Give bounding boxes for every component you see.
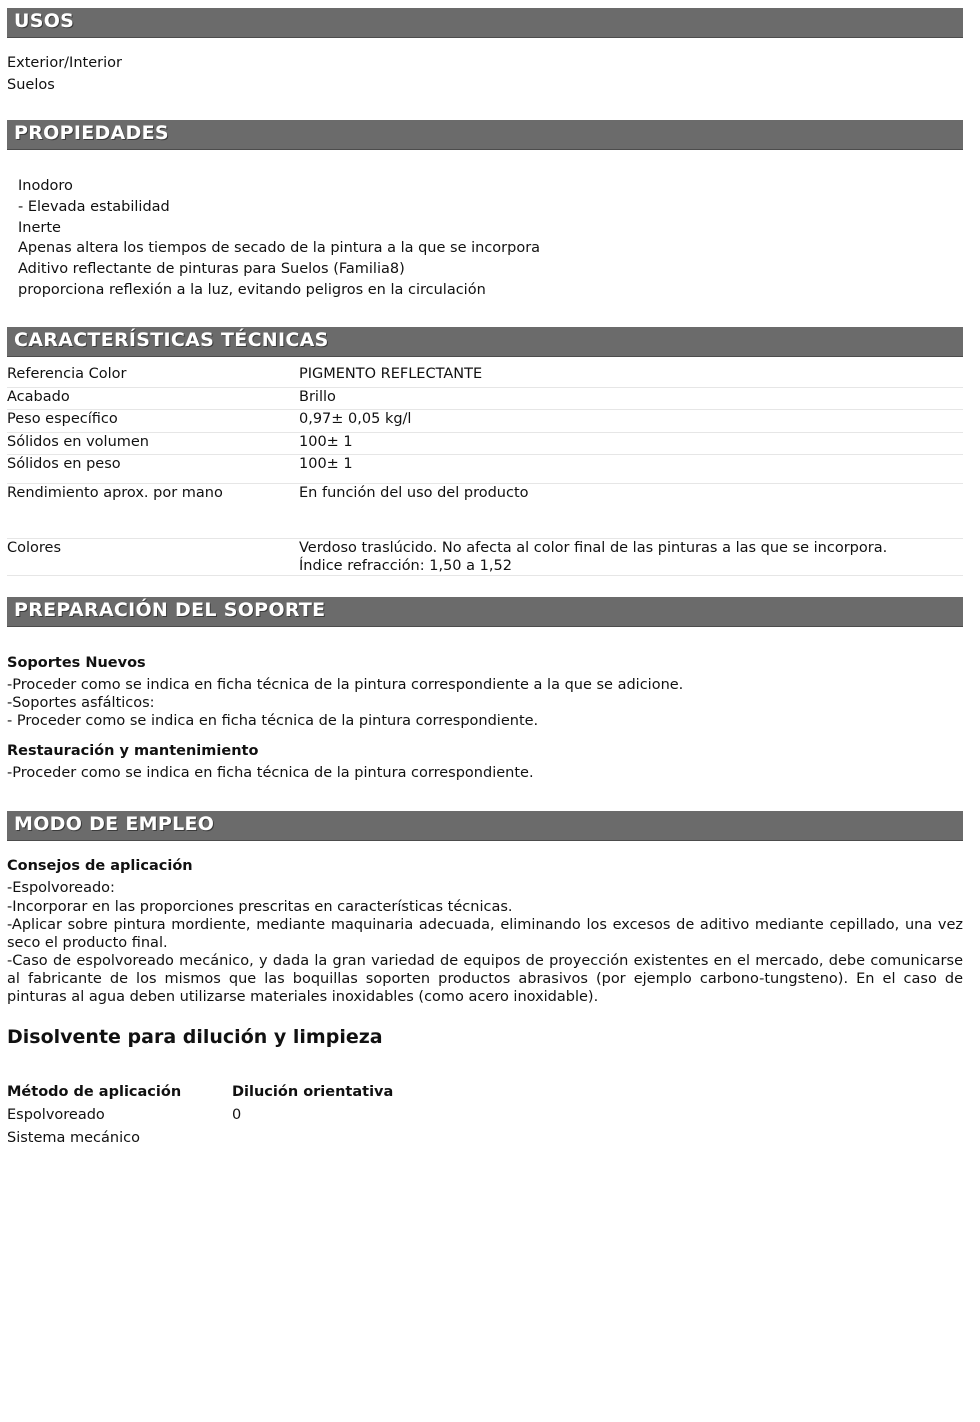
section-header-preparacion xyxy=(7,597,963,627)
spec-key: Acabado xyxy=(7,389,70,405)
section-title: PROPIEDADES xyxy=(14,122,169,144)
heading-disolvente: Disolvente para dilución y limpieza xyxy=(7,1026,383,1048)
paragraph-line: -Proceder como se indica en ficha técnica de la pintura correspondiente a la que se adicione. xyxy=(7,677,684,693)
subsection-title: Restauración y mantenimiento xyxy=(7,743,259,759)
spec-value-line2: Índice refracción: 1,50 a 1,52 xyxy=(299,558,512,574)
paragraph: -Caso de espolvoreado mecánico, y dada la gran variedad de equipos de proyección existentes en el mercado, debe comunicarse al fabricante de los mismos que las boquillas soporten productos abrasivos (por ejemplo carbono-tungsteno). En el caso de pinturas al agua deben utilizarse materiales inoxidables (como acero inoxidable). xyxy=(7,953,963,1006)
spec-value: 0,97± 0,05 kg/l xyxy=(299,411,412,427)
usos-item: Exterior/Interior xyxy=(7,55,122,71)
paragraph-line: -Incorporar en las proporciones prescritas en características técnicas. xyxy=(7,899,513,915)
propiedad-item: Inodoro xyxy=(18,178,73,194)
spec-row xyxy=(7,455,963,484)
paragraph: -Aplicar sobre pintura mordiente, mediante maquinaria adecuada, eliminando los excesos de aditivo mediante cepillado, una vez seco el producto final. xyxy=(7,917,963,952)
spec-row xyxy=(7,365,963,388)
table-cell-metodo: Sistema mecánico xyxy=(7,1130,140,1146)
section-title: MODO DE EMPLEO xyxy=(14,813,215,835)
spec-value: Verdoso traslúcido. No afecta al color final de las pinturas a las que se incorpora. xyxy=(299,540,888,556)
section-title: CARACTERÍSTICAS TÉCNICAS xyxy=(14,329,329,351)
propiedad-item: Apenas altera los tiempos de secado de la pintura a la que se incorpora xyxy=(18,240,541,256)
spec-key: Sólidos en peso xyxy=(7,456,121,472)
spec-key: Colores xyxy=(7,540,62,556)
spec-row xyxy=(7,410,963,433)
spec-row xyxy=(7,539,963,576)
spec-value: 100± 1 xyxy=(299,434,353,450)
paragraph-line: -Soportes asfálticos: xyxy=(7,695,155,711)
spec-value: En función del uso del producto xyxy=(299,485,529,501)
section-header-usos xyxy=(7,8,963,38)
propiedad-item: Aditivo reflectante de pinturas para Suelos (Familia8) xyxy=(18,261,405,277)
spec-key: Sólidos en volumen xyxy=(7,434,149,450)
spec-value: 100± 1 xyxy=(299,456,353,472)
table-header-metodo: Método de aplicación xyxy=(7,1084,182,1100)
spec-value: Brillo xyxy=(299,389,336,405)
spec-value: PIGMENTO REFLECTANTE xyxy=(299,366,483,382)
spec-row xyxy=(7,484,963,539)
spec-key: Peso específico xyxy=(7,411,118,427)
paragraph-line: -Espolvoreado: xyxy=(7,880,115,896)
section-header-modo xyxy=(7,811,963,841)
section-header-propiedades xyxy=(7,120,963,150)
paragraph-line: - Proceder como se indica en ficha técnica de la pintura correspondiente. xyxy=(7,713,539,729)
table-cell-dilucion: 0 xyxy=(232,1107,242,1123)
paragraph-line: -Proceder como se indica en ficha técnica de la pintura correspondiente. xyxy=(7,765,534,781)
usos-item: Suelos xyxy=(7,77,55,93)
spec-row xyxy=(7,433,963,455)
section-header-caracteristicas xyxy=(7,327,963,357)
propiedad-item: proporciona reflexión a la luz, evitando peligros en la circulación xyxy=(18,282,486,298)
section-title: USOS xyxy=(14,10,75,32)
table-cell-metodo: Espolvoreado xyxy=(7,1107,105,1123)
spec-row xyxy=(7,388,963,410)
spec-key: Rendimiento aprox. por mano xyxy=(7,485,223,501)
subsection-title: Soportes Nuevos xyxy=(7,655,146,671)
spec-key: Referencia Color xyxy=(7,366,127,382)
subsection-title: Consejos de aplicación xyxy=(7,858,193,874)
table-header-dilucion: Dilución orientativa xyxy=(232,1084,394,1100)
section-title: PREPARACIÓN DEL SOPORTE xyxy=(14,599,326,621)
propiedad-item: Inerte xyxy=(18,220,61,236)
propiedad-item: - Elevada estabilidad xyxy=(18,199,170,215)
